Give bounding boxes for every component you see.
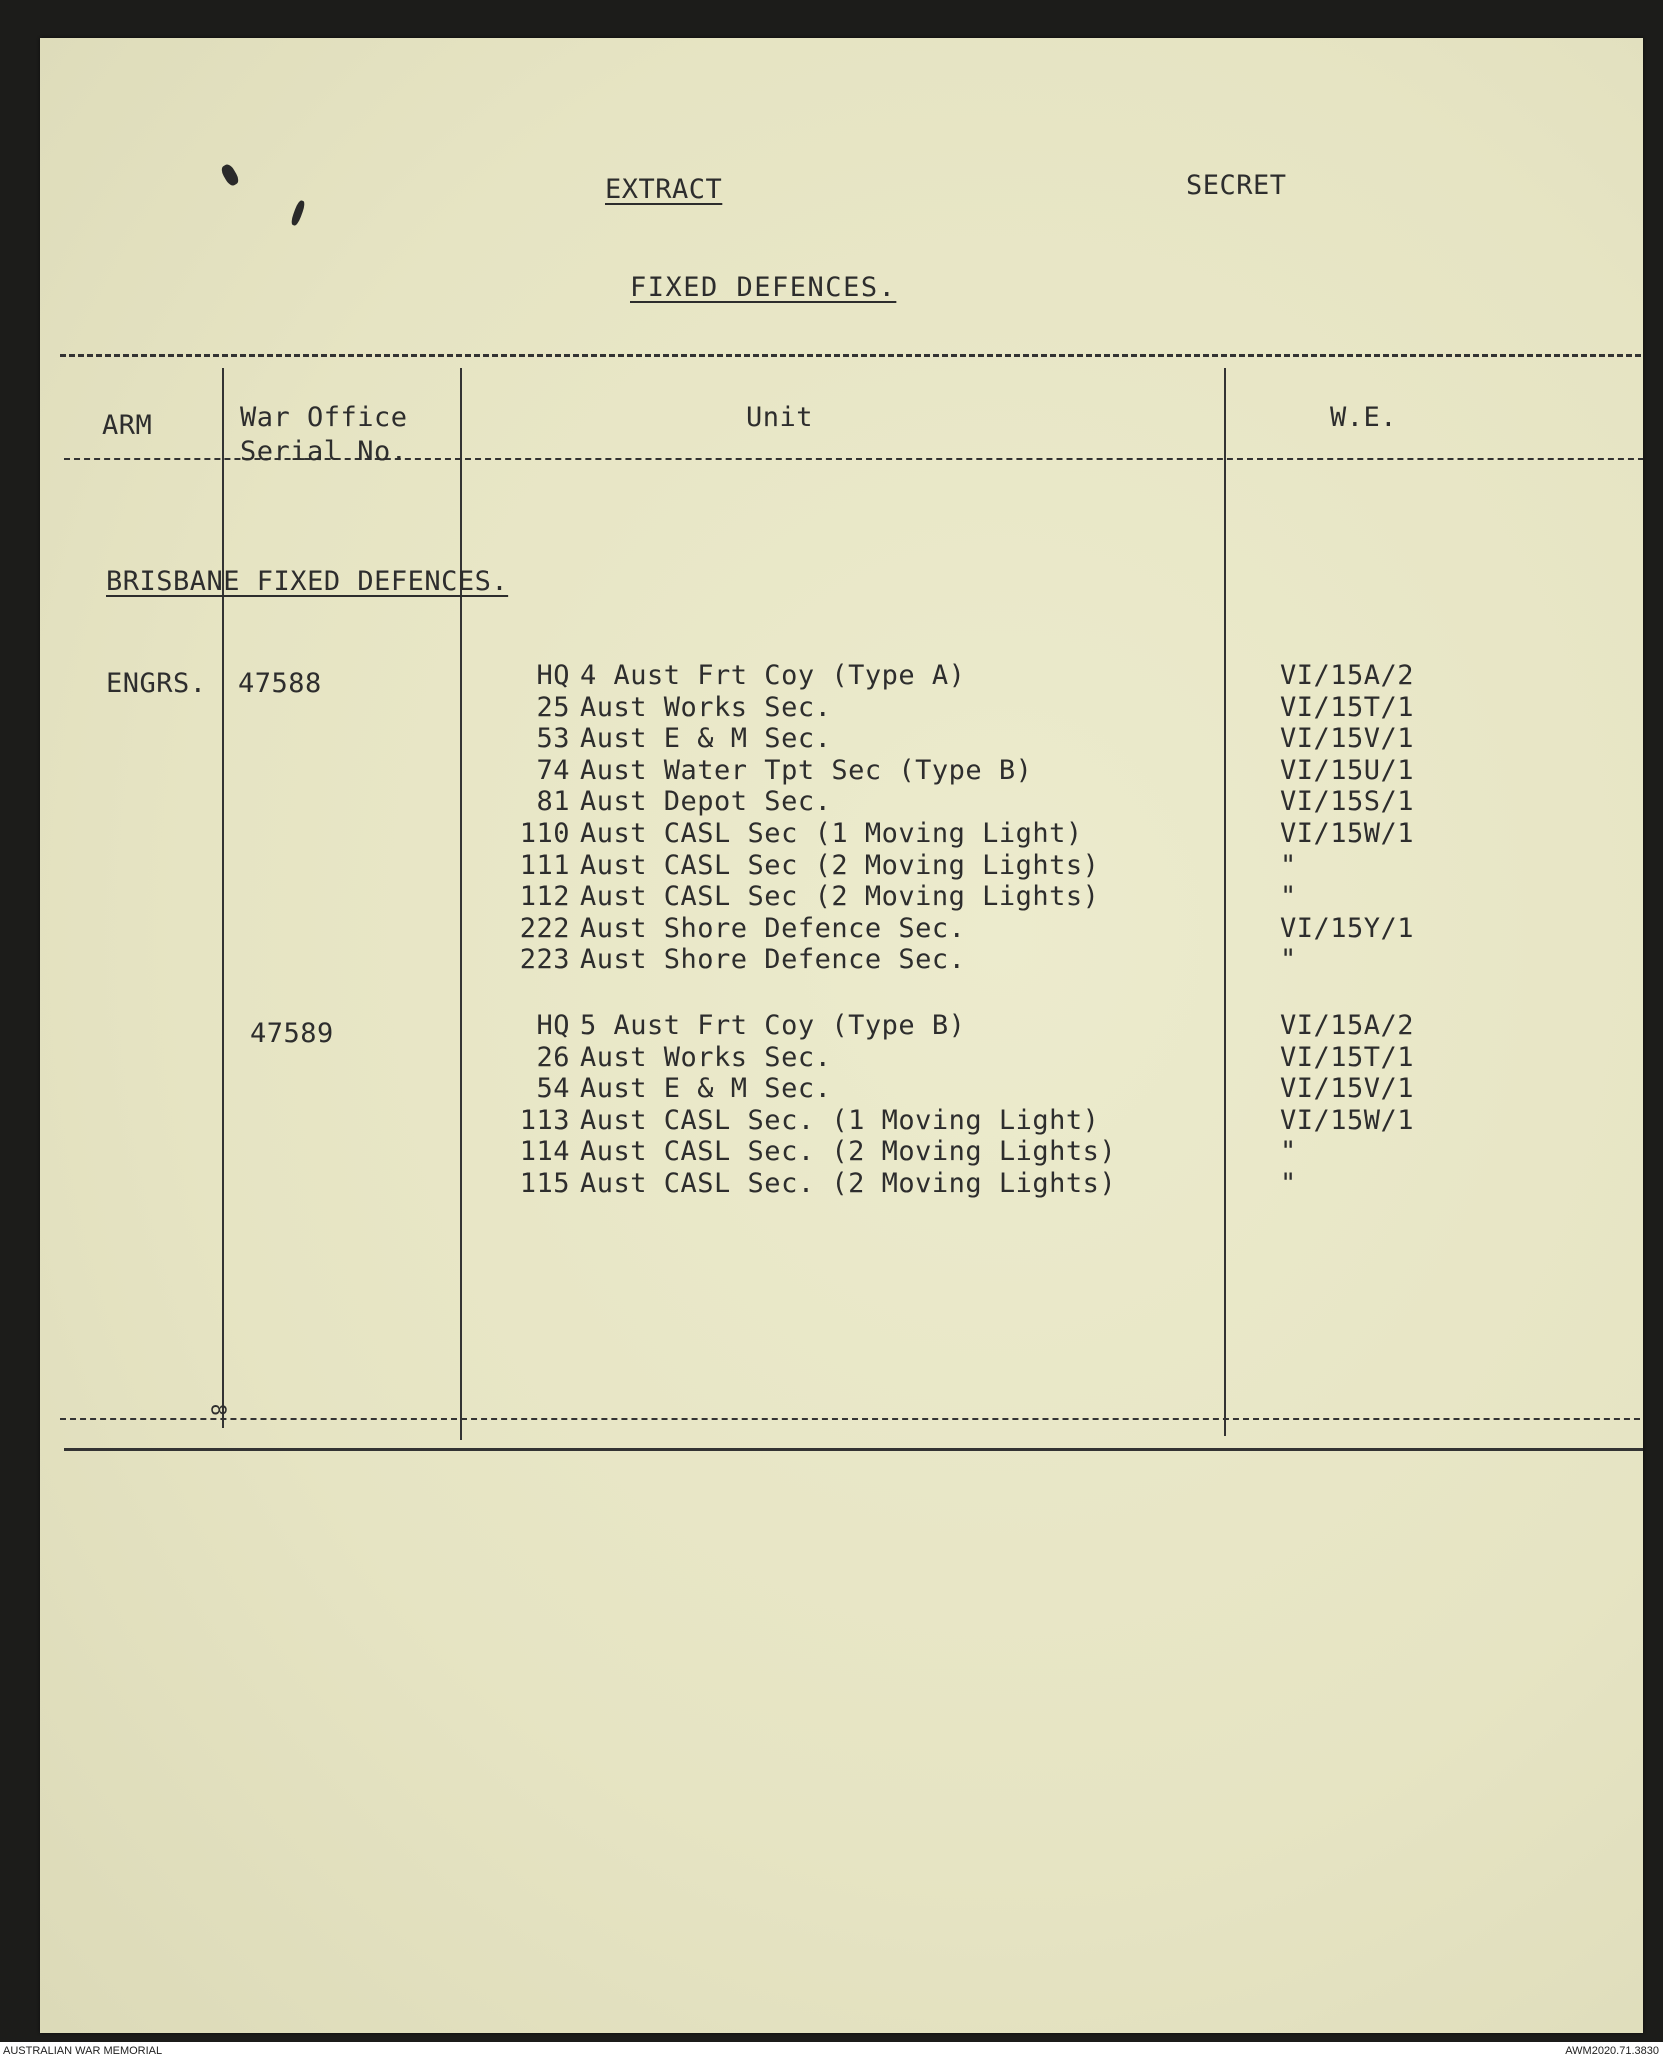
we-reference: VI/15V/1 [1280,723,1415,755]
unit-name: Aust CASL Sec (1 Moving Light) [580,818,1083,849]
arm-value: ENGRS. [106,668,207,699]
unit-name: Aust Shore Defence Sec. [580,944,966,976]
we-reference: VI/15U/1 [1280,754,1415,786]
unit-name: Aust Shore Defence Sec. [580,912,966,944]
unit-number: 113 [519,1104,570,1136]
we-reference: VI/15W/1 [1280,1104,1415,1136]
unit-number: 111 [519,849,570,881]
unit-number: 223 [519,944,570,976]
we-reference: VI/15A/2 [1280,660,1415,691]
unit-name: 4 Aust Frt Coy (Type A) [580,660,966,691]
unit-number: 74 [536,754,570,786]
unit-name: 5 Aust Frt Coy (Type B) [580,1010,966,1041]
unit-name: Aust Depot Sec. [580,786,832,818]
classification-label: SECRET [1186,170,1287,201]
page-title: FIXED DEFENCES. [630,272,897,303]
unit-number: 81 [536,786,570,818]
we-reference: VI/15Y/1 [1280,912,1415,944]
column-header-arm: ARM [102,410,153,441]
unit-number: HQ [536,1010,570,1041]
ink-mark [219,162,240,187]
we-reference: VI/15S/1 [1280,786,1415,818]
extract-heading: EXTRACT [605,174,723,205]
document-page [40,38,1643,2033]
we-reference: " [1280,944,1297,976]
ink-mark [290,199,306,226]
unit-number: 115 [519,1168,570,1199]
unit-name: Aust CASL Sec. (2 Moving Lights) [580,1168,1117,1199]
unit-number: 53 [536,723,570,755]
unit-number: 114 [519,1136,570,1168]
footer-reference: AWM2020.71.3830 [1565,2045,1659,2057]
table-bottom-rule [64,1448,1643,1451]
unit-number: 112 [519,881,570,913]
margin-mark: 8 [206,1403,231,1417]
we-reference: VI/15V/1 [1280,1073,1415,1105]
unit-number: HQ [536,660,570,691]
unit-name: Aust CASL Sec (2 Moving Lights) [580,881,1100,913]
unit-number: 26 [536,1041,570,1073]
column-divider-unit [1224,368,1226,1436]
we-reference: " [1280,849,1297,881]
column-header-serial-line1: War Office [240,402,408,433]
we-reference: VI/15W/1 [1280,818,1415,849]
unit-name: Aust CASL Sec. (1 Moving Light) [580,1104,1100,1136]
table-bottom-rule-2 [60,1418,1643,1420]
unit-name: Aust CASL Sec (2 Moving Lights) [580,849,1100,881]
section-title: BRISBANE FIXED DEFENCES. [106,566,509,597]
we-reference: " [1280,881,1297,913]
we-reference: VI/15T/1 [1280,1041,1415,1073]
we-reference: " [1280,1168,1297,1199]
unit-number: 110 [519,818,570,849]
unit-number: 54 [536,1073,570,1105]
serial-number-group-1: 47588 [238,668,322,699]
column-divider-arm [222,368,224,1428]
serial-number-group-2: 47589 [250,1018,334,1049]
unit-name: Aust Works Sec. [580,1041,832,1073]
unit-name: Aust E & M Sec. [580,1073,832,1105]
unit-name: Aust Works Sec. [580,691,832,723]
unit-name: Aust CASL Sec. (2 Moving Lights) [580,1136,1117,1168]
unit-name: Aust Water Tpt Sec (Type B) [580,754,1033,786]
we-reference: VI/15T/1 [1280,691,1415,723]
column-header-serial-line2: Serial No. [240,436,408,467]
page-footer [0,2042,1663,2061]
unit-name: Aust E & M Sec. [580,723,832,755]
unit-number: 25 [536,691,570,723]
column-header-unit: Unit [746,402,814,433]
we-reference: " [1280,1136,1297,1168]
column-header-we: W.E. [1330,402,1398,433]
we-reference: VI/15A/2 [1280,1010,1415,1041]
table-top-rule [60,354,1643,357]
column-divider-serial [460,368,462,1440]
footer-source: AUSTRALIAN WAR MEMORIAL [3,2045,163,2057]
unit-number: 222 [519,912,570,944]
